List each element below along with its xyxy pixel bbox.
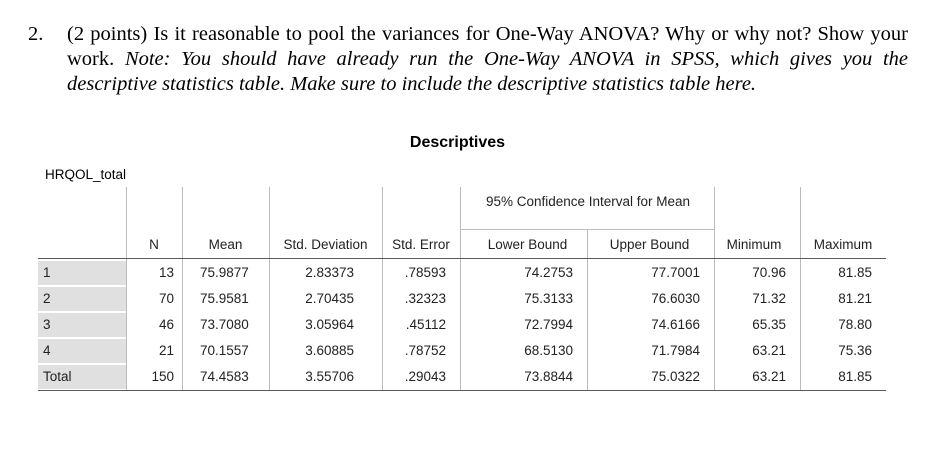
cell-std-error: .29043 (404, 369, 446, 384)
question-number: 2. (28, 23, 44, 45)
question-text: (2 points) Is it reasonable to pool the variances for One-Way ANOVA? Why or why not? Show your work. (67, 23, 908, 70)
cell-maximum: 78.80 (838, 317, 872, 332)
cell-std-deviation: 2.70435 (305, 291, 354, 306)
cell-upper-bound: 74.6166 (651, 317, 700, 332)
cell-n: 21 (158, 343, 174, 358)
header-lower-bound: Lower Bound (487, 237, 568, 252)
cell-std-error: .78593 (404, 265, 446, 280)
cell-std-error: .45112 (405, 317, 446, 332)
header-upper-bound: Upper Bound (609, 237, 690, 252)
header-std-deviation: Std. Deviation (283, 237, 368, 252)
cell-mean: 75.9877 (200, 265, 249, 280)
header-maximum: Maximum (813, 237, 873, 252)
note-label: Note: (124, 48, 171, 70)
cell-std-deviation: 3.60885 (305, 343, 354, 358)
cell-mean: 74.4583 (200, 369, 249, 384)
cell-minimum: 65.35 (752, 317, 786, 332)
variable-label: HRQOL_total (45, 167, 127, 182)
row-label: 3 (38, 313, 126, 337)
header-std-error: Std. Error (392, 237, 450, 252)
cell-lower-bound: 73.8844 (524, 369, 573, 384)
descriptives-table (38, 187, 886, 391)
row-label: Total (38, 365, 126, 389)
cell-minimum: 71.32 (752, 291, 786, 306)
cell-upper-bound: 71.7984 (651, 343, 700, 358)
cell-mean: 75.9581 (200, 291, 249, 306)
cell-mean: 70.1557 (200, 343, 249, 358)
descriptives-title: Descriptives (409, 134, 506, 151)
cell-std-error: .78752 (404, 343, 446, 358)
cell-maximum: 75.36 (838, 343, 872, 358)
cell-maximum: 81.85 (838, 369, 872, 384)
cell-n: 70 (158, 291, 174, 306)
cell-std-deviation: 3.05964 (305, 317, 354, 332)
row-label: 1 (38, 261, 126, 285)
header-rule (38, 258, 886, 259)
cell-upper-bound: 76.6030 (651, 291, 700, 306)
ci-header: 95% Confidence Interval for Mean (485, 194, 691, 209)
cell-minimum: 63.21 (752, 369, 786, 384)
cell-std-error: .32323 (404, 291, 446, 306)
cell-lower-bound: 74.2753 (524, 265, 573, 280)
cell-n: 13 (158, 265, 174, 280)
cell-mean: 73.7080 (200, 317, 249, 332)
cell-lower-bound: 75.3133 (524, 291, 573, 306)
cell-n: 46 (158, 317, 174, 332)
header-n: N (149, 237, 159, 252)
question-body (67, 22, 908, 97)
cell-n: 150 (151, 369, 174, 384)
header-minimum: Minimum (726, 237, 782, 252)
cell-minimum: 63.21 (752, 343, 786, 358)
cell-maximum: 81.21 (838, 291, 872, 306)
cell-upper-bound: 75.0322 (651, 369, 700, 384)
row-label: 4 (38, 339, 126, 363)
grid-line (460, 229, 714, 230)
header-mean: Mean (208, 237, 243, 252)
bottom-rule (38, 390, 886, 391)
cell-lower-bound: 68.5130 (524, 343, 573, 358)
cell-std-deviation: 3.55706 (305, 369, 354, 384)
cell-upper-bound: 77.7001 (651, 265, 700, 280)
cell-std-deviation: 2.83373 (305, 265, 354, 280)
question (28, 22, 908, 97)
cell-minimum: 70.96 (752, 265, 786, 280)
cell-maximum: 81.85 (838, 265, 872, 280)
note-text: You should have already run the One-Way ANOVA in SPSS, which gives you the descriptive statistics table. Make sure to include the descriptive statistics table here. (67, 48, 909, 95)
cell-lower-bound: 72.7994 (524, 317, 573, 332)
row-label: 2 (38, 287, 126, 311)
